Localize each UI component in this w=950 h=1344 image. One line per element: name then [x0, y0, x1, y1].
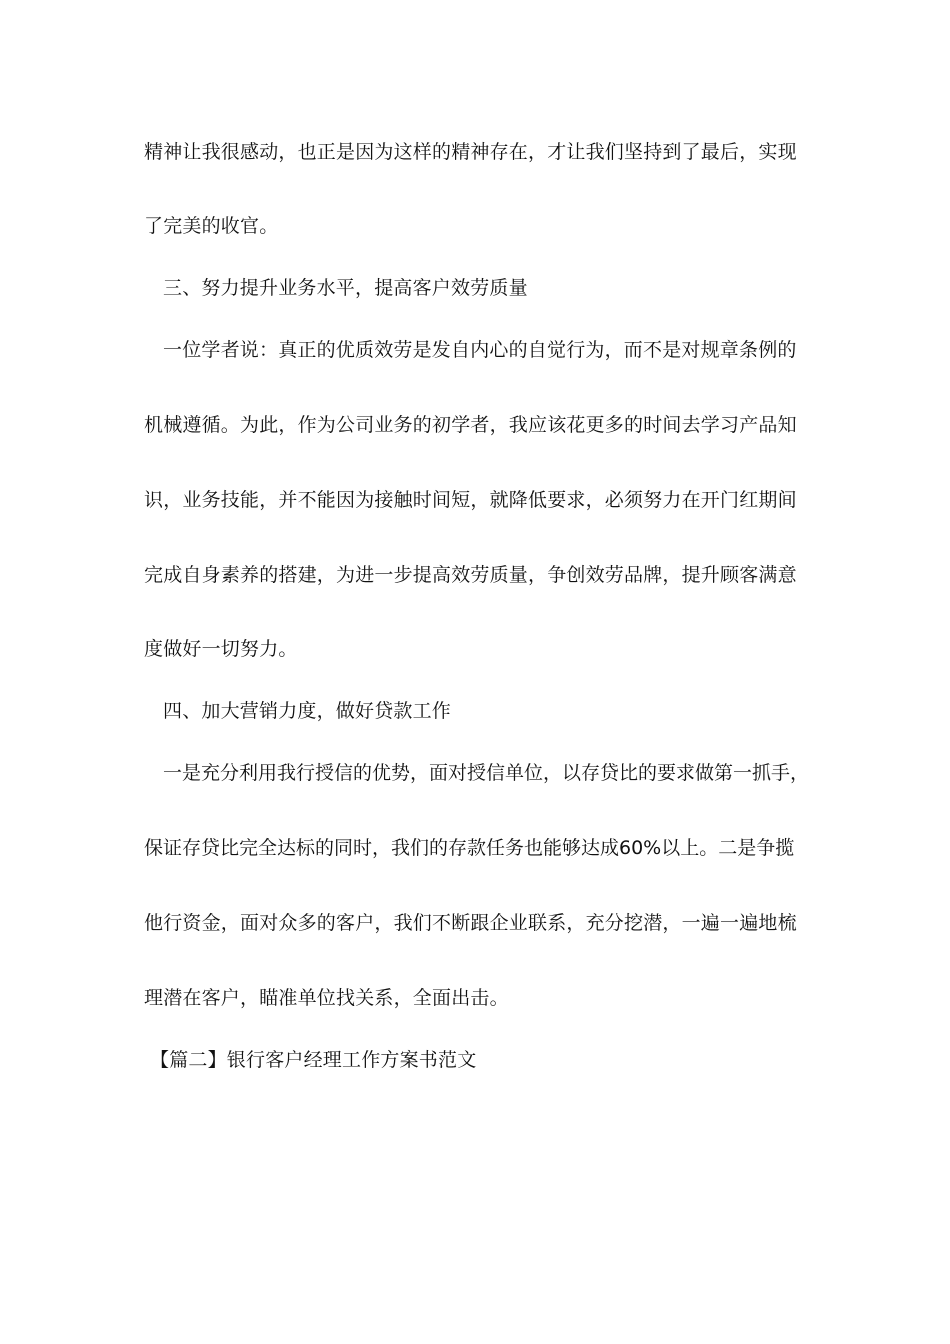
paragraph-line: 识，业务技能，并不能因为接触时间短，就降低要求，必须努力在开门红期间	[144, 489, 797, 511]
paragraph-line: 他行资金，面对众多的客户，我们不断跟企业联系，充分挖潜，一遍一遍地梳	[144, 912, 797, 934]
paragraph-line: 机械遵循。为此，作为公司业务的初学者，我应该花更多的时间去学习产品知	[144, 414, 797, 436]
paragraph-line: 一位学者说：真正的优质效劳是发自内心的自觉行为，而不是对规章条例的	[163, 339, 797, 361]
paragraph-line: 一是充分利用我行授信的优势，面对授信单位，以存贷比的要求做第一抓手，	[163, 762, 810, 784]
paragraph-line: 度做好一切努力。	[144, 638, 298, 660]
paragraph-line: 保证存贷比完全达标的同时，我们的存款任务也能够达成60%以上。二是争揽	[144, 837, 795, 859]
paragraph-line: 完成自身素养的搭建，为进一步提高效劳质量，争创效劳品牌，提升顾客满意	[144, 564, 797, 586]
paragraph-line: 精神让我很感动，也正是因为这样的精神存在，才让我们坚持到了最后，实现	[144, 141, 797, 163]
section-heading: 三、努力提升业务水平，提高客户效劳质量	[163, 277, 528, 299]
article-heading: 【篇二】银行客户经理工作方案书范文	[150, 1049, 477, 1071]
paragraph-line: 理潜在客户，瞄准单位找关系，全面出击。	[144, 987, 509, 1009]
section-heading: 四、加大营销力度，做好贷款工作	[163, 700, 452, 722]
paragraph-line: 了完美的收官。	[144, 215, 279, 237]
